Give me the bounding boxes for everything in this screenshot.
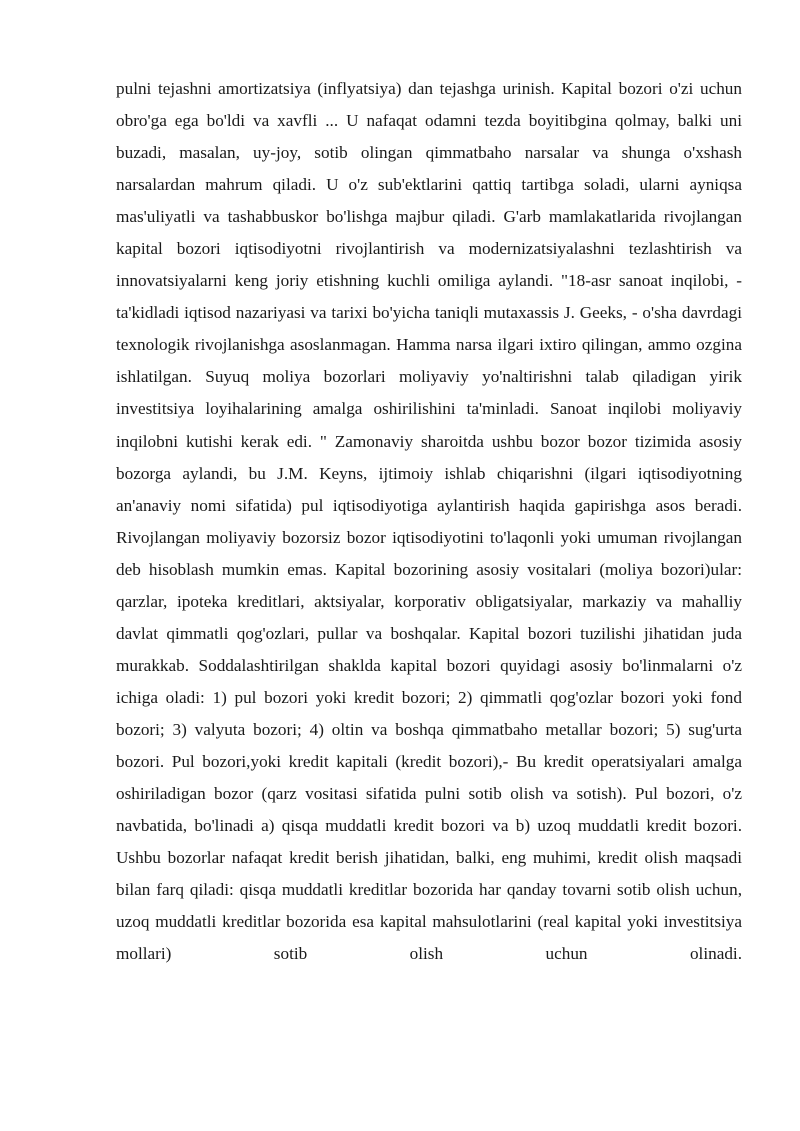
body-paragraph: pulni tejashni amortizatsiya (inflyatsiya) dan tejashga urinish. Kapital bozori o'zi uchun obro'ga ega bo'ldi va xavfli ... U nafaqat odamni tezda boyitibgina qolmay, balki uni buzadi, masalan, uy-joy, sotib olingan qimmatbaho narsalar va shunga o'xshash narsalardan mahrum qiladi. U o'z sub'ektlarini qattiq tartibga soladi, ularni ayniqsa mas'uliyatli va tashabbuskor bo'lishga majbur qiladi. G'arb mamlakatlarida rivojlangan kapital bozori iqtisodiyotni rivojlantirish va modernizatsiyalashni tezlashtirish va innovatsiyalarni keng joriy etishning kuchli omiliga aylandi. "18-asr sanoat inqilobi, - ta'kidladi iqtisod nazariyasi va tarixi bo'yicha taniqli mutaxassis J. Geeks, - o'sha davrdagi texnologik rivojlanishga asoslanmagan. Hamma narsa ilgari ixtiro qilingan, ammo ozgina ishlatilgan. Suyuq moliya bozorlari moliyaviy yo'naltirishni talab qiladigan yirik investitsiya loyihalarining amalga oshirilishini ta'minladi. Sanoat inqilobi moliyaviy inqilobni kutishi kerak edi. " Zamonaviy sharoitda ushbu bozor bozor tizimida asosiy bozorga aylandi, bu J.M. Keyns, ijtimoiy ishlab chiqarishni (ilgari iqtisodiyotning an'anaviy nomi sifatida) pul iqtisodiyotiga aylantirish haqida gapirishga asos beradi. Rivojlangan moliyaviy bozorsiz bozor iqtisodiyotini to'laqonli yoki umuman rivojlangan deb hisoblash mumkin emas. Kapital bozorining asosiy vositalari (moliya bozori)ular: qarzlar, ipoteka kreditlari, aktsiyalar, korporativ obligatsiyalar, markaziy va mahalliy davlat qimmatli qog'ozlari, pullar va boshqalar. Kapital bozori tuzilishi jihatidan juda murakkab. Soddalashtirilgan shaklda kapital bozori quyidagi asosiy bo'linmalarni o'z ichiga oladi: 1) pul bozori yoki kredit bozori; 2) qimmatli qog'ozlar bozori yoki fond bozori; 3) valyuta bozori; 4) oltin va boshqa qimmatbaho metallar bozori; 5) sug'urta bozori. Pul bozori,yoki kredit kapitali (kredit bozori),- Bu kredit operatsiyalari amalga oshiriladigan bozor (qarz vositasi sifatida pulni sotib olish va sotish). Pul bozori, o'z navbatida, bo'linadi a) qisqa muddatli kredit bozori va b) uzoq muddatli kredit bozori. Ushbu bozorlar nafaqat kredit berish jihatidan, balki, eng muhimi, kredit olish maqsadi bilan farq qiladi: qisqa muddatli kreditlar bozorida har qanday tovarni sotib olish uchun, uzoq muddatli kreditlar bozorida esa kapital mahsulotlarini (real kapital yoki investitsiya mollari) sotib olish uchun olinadi.: [116, 79, 742, 964]
